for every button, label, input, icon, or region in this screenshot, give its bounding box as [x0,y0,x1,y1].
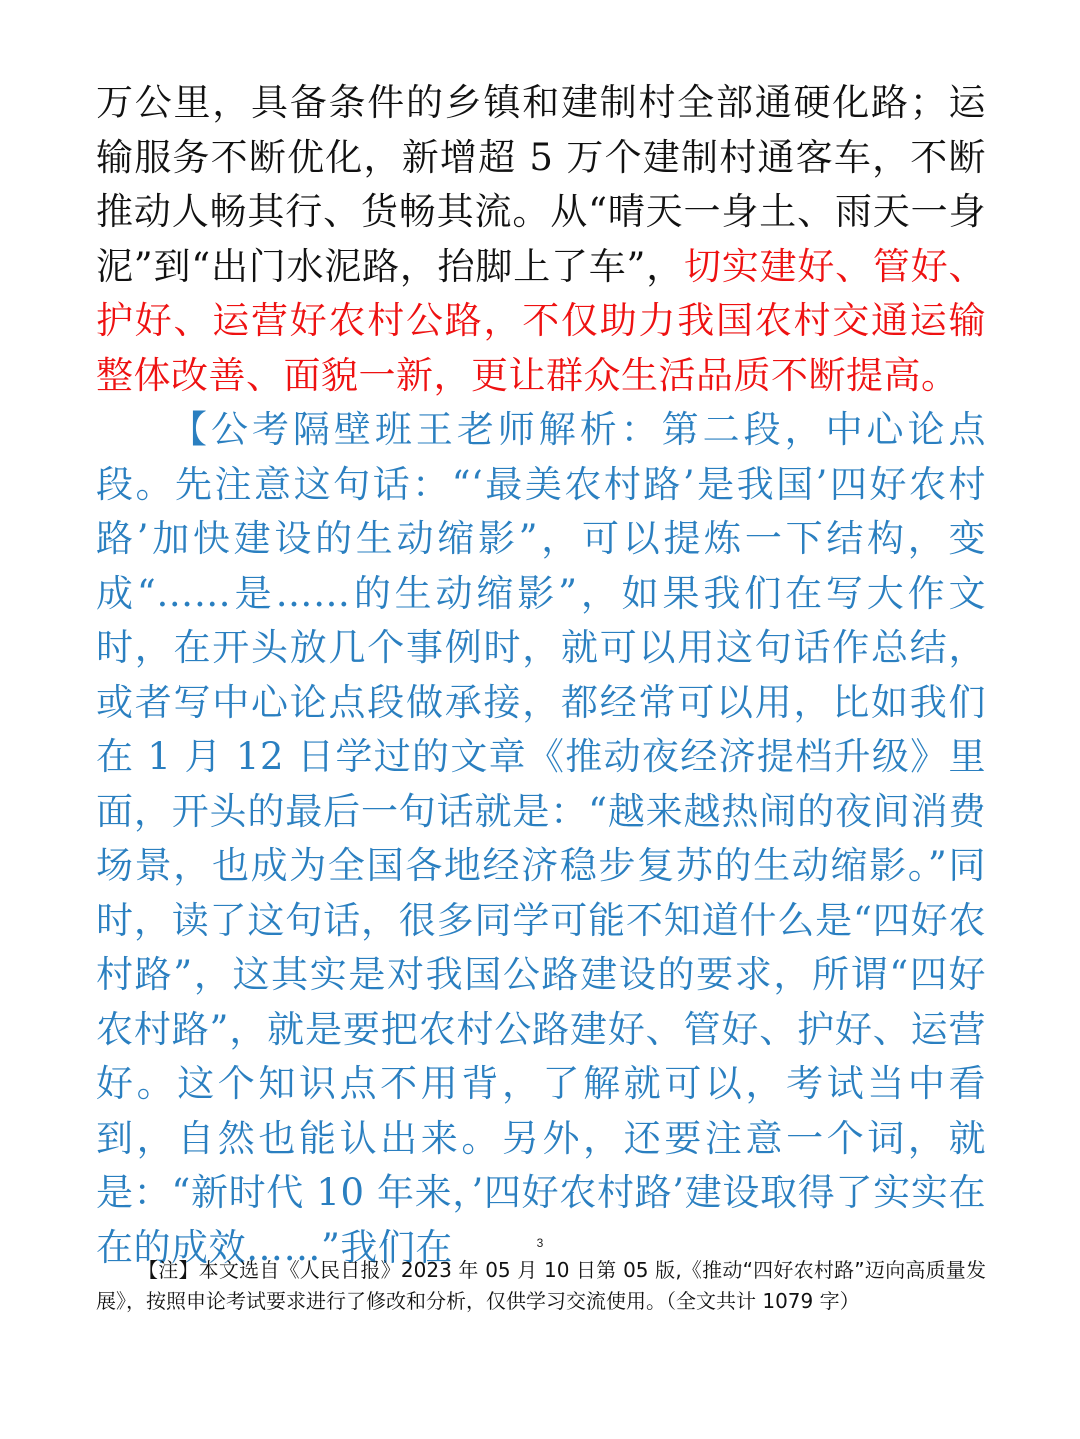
footnote-text: 【注】本文选自《人民日报》2023 年 05 月 10 日第 05 版,《推动“四好农村路”迈向高质量发展》，按照申论考试要求进行了修改和分析，仅供学习交流使用。（全文共计 1079 字） [96,1258,986,1313]
paragraph-1-highlight: 切实建好、管好、护好、运营好农村公路，不仅助力我国农村交通运输整体改善、面貌一新，更让群众生活品质不断提高。 [96,244,986,397]
paragraph-1-text: 万公里，具备条件的乡镇和建制村全部通硬化路；运输服务不断优化，新增超 5 万个建制村通客车，不断推动人畅其行、货畅其流。从“晴天一身土、雨天一身泥”到“出门水泥路，抬脚上了车”， [96,81,986,288]
footnote [96,1255,986,1317]
paragraph-1 [96,76,986,403]
analysis-paragraph: 【公考隔壁班王老师解析：第二段，中心论点段。先注意这句话：“‘最美农村路’是我国’四好农村路’加快建设的生动缩影”，可以提炼一下结构，变成“……是……的生动缩影”，如果我们在写大作文时，在开头放几个事例时，就可以用这句话作总结，或者写中心论点段做承接，都经常可以用，比如我们在 1 月 12 日学过的文章《推动夜经济提档升级》里面，开头的最后一句话就是：“越来越热闹的夜间消费场景，也成为全国各地经济稳步复苏的生动缩影。”同时，读了这句话，很多同学可能不知道什么是“四好农村路”，这其实是对我国公路建设的要求，所谓“四好农村路”，就是要把农村公路建好、管好、护好、运营好。这个知识点不用背，了解就可以，考试当中看到，自然也能认出来。另外，还要注意一个词，就是：“新时代 10 年来，’四好农村路’建设取得了实实在在的成效……”我们在 [96,408,986,1269]
page-number: 3 [536,1236,544,1250]
article-body [96,76,986,1275]
